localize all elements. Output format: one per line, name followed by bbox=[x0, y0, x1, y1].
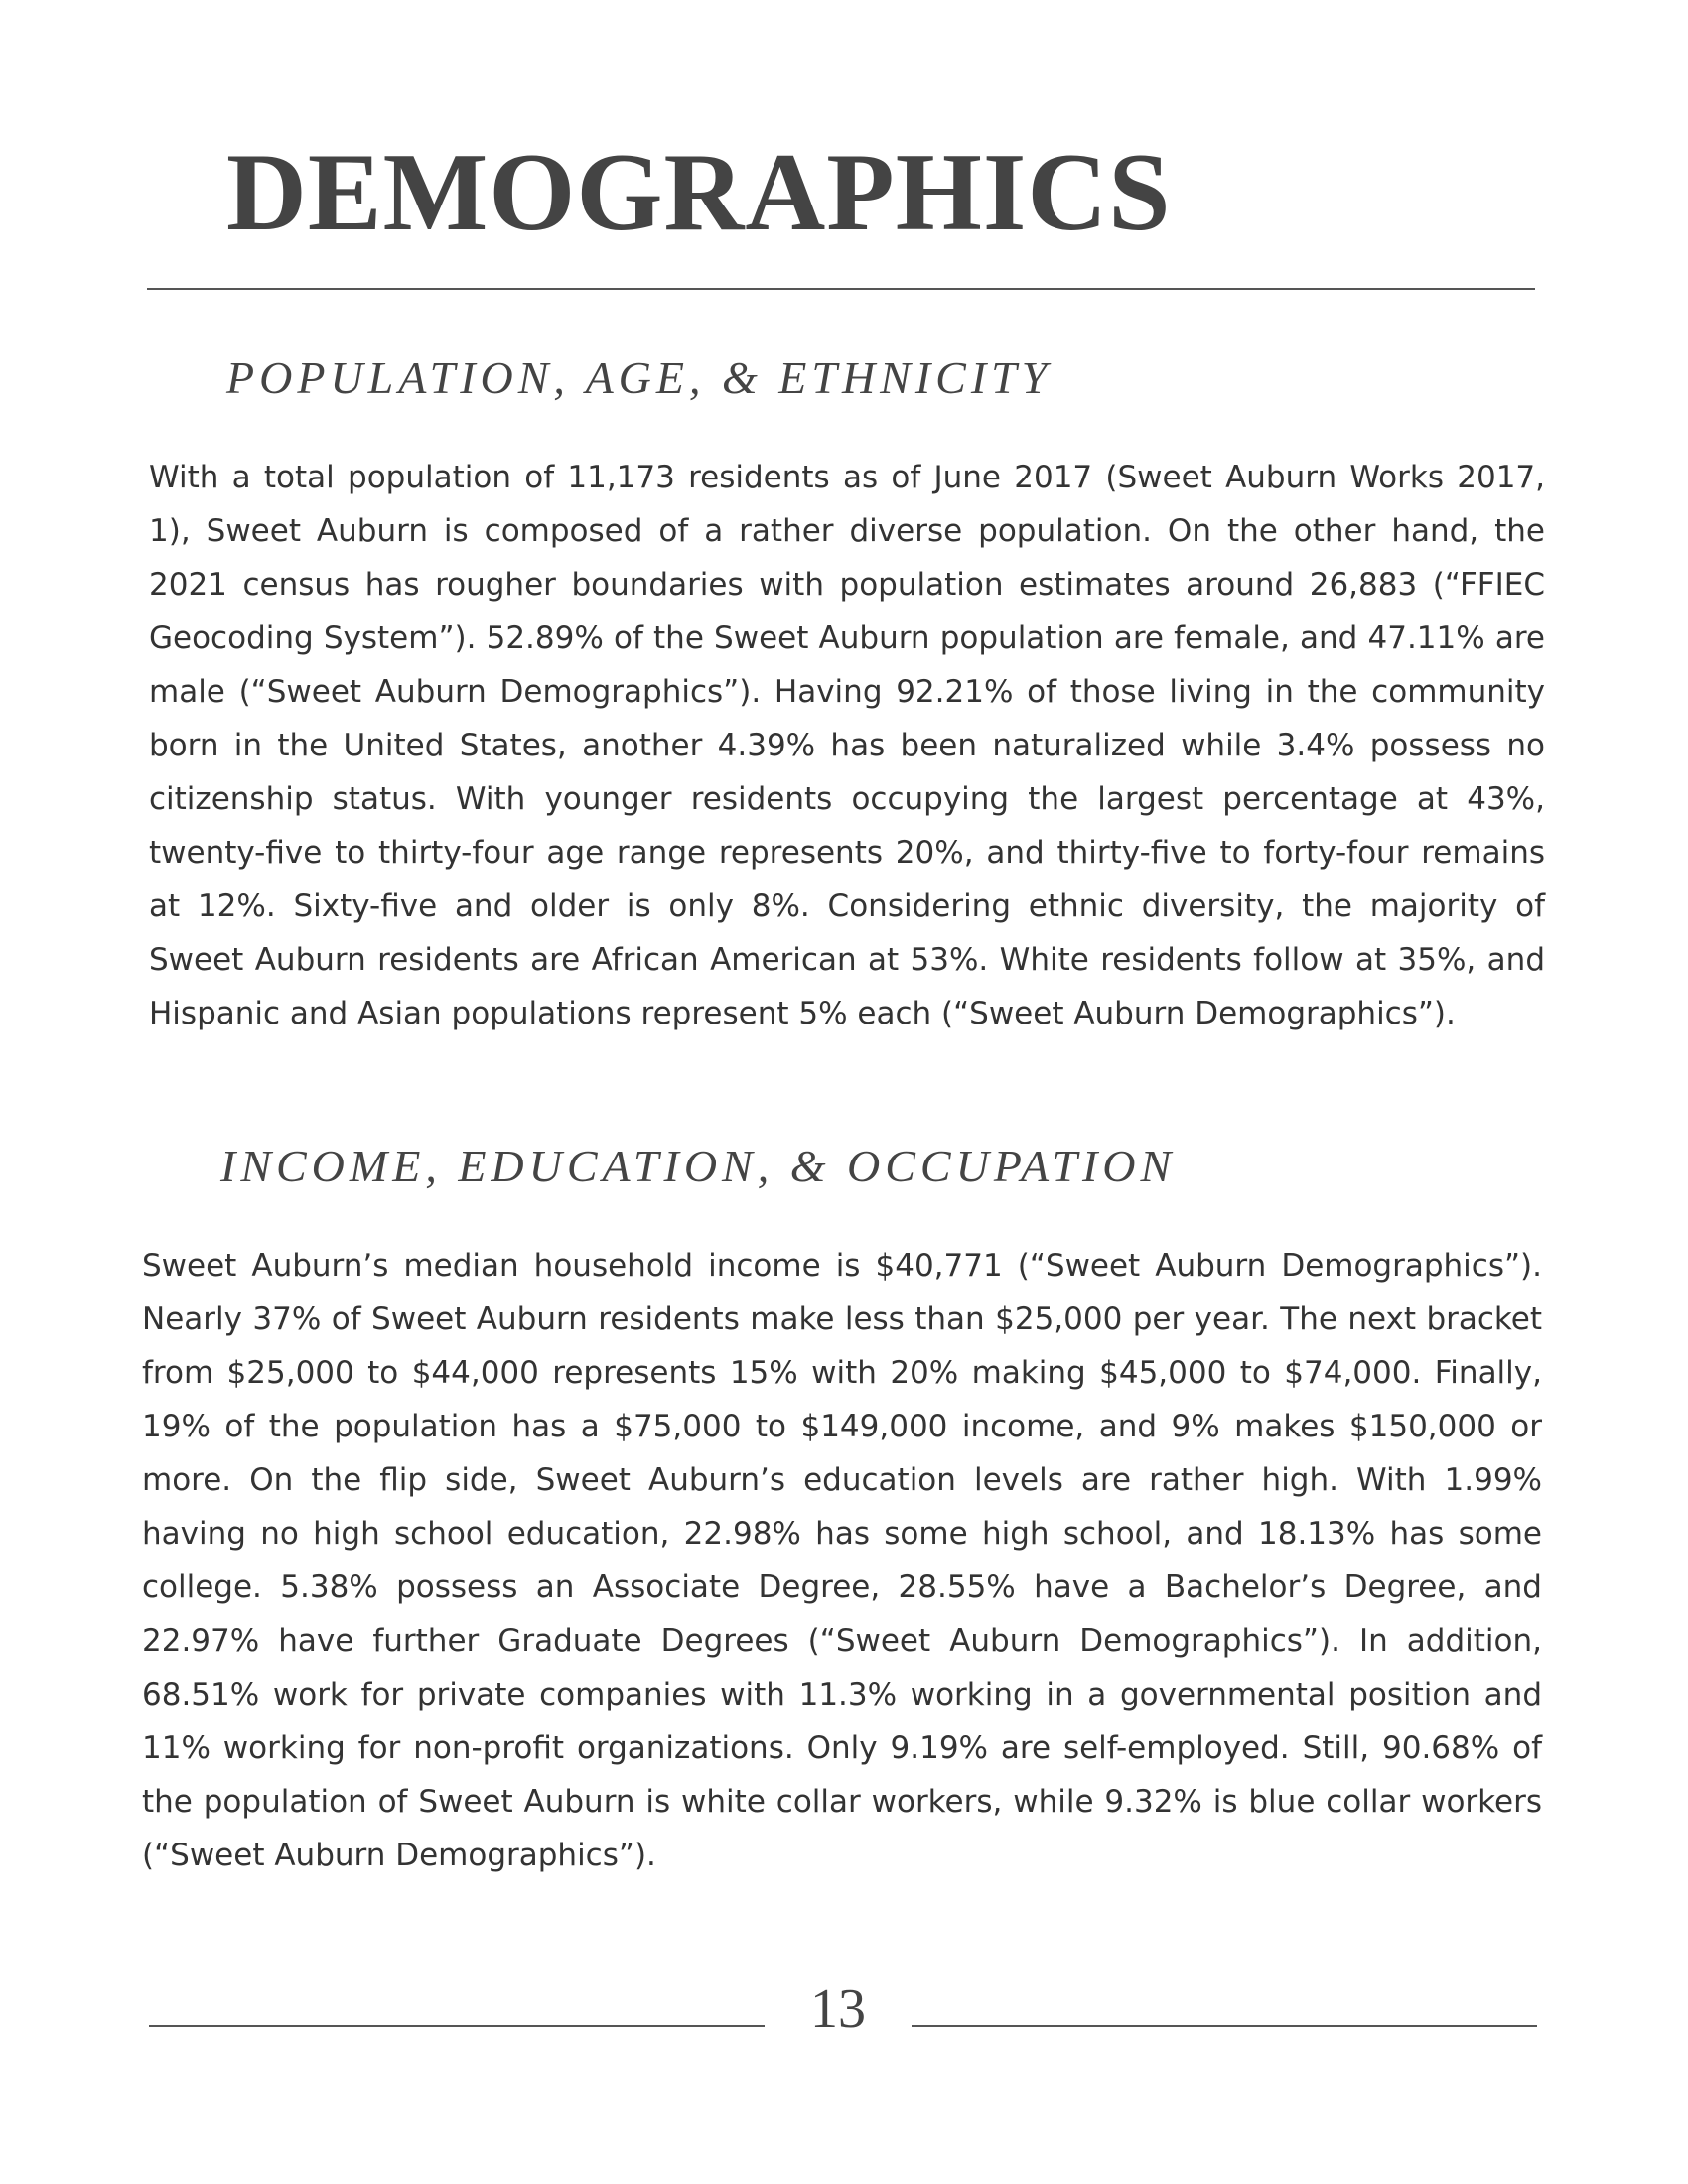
footer-divider-left bbox=[149, 2025, 765, 2027]
footer-divider-right bbox=[912, 2025, 1537, 2027]
page-title: DEMOGRAPHICS bbox=[226, 131, 1172, 254]
paragraph-income: Sweet Auburn’s median household income is $40,771 (“Sweet Auburn Demographics”). Nearly 37% of Sweet Auburn residents make less than $25,000 per year. The next bracket from $25,000 to $44,000 represents 15% with 20% making $45,000 to $74,000. Finally, 19% of the population has a $75,000 to $149,000 income, and 9% makes $150,000 or more. On the flip side, Sweet Auburn’s education levels are rather high. With 1.99% having no high school education, 22.98% has some high school, and 18.13% has some college. 5.38% possess an Associate Degree, 28.55% have a Bachelor’s Degree, and 22.97% have further Graduate Degrees (“Sweet Auburn Demographics”). In addition, 68.51% work for private companies with 11.3% working in a governmental position and 11% working for non-profit organizations. Only 9.19% are self-employed. Still, 90.68% of the population of Sweet Auburn is white collar workers, while 9.32% is blue collar workers (“Sweet Auburn Demographics”). bbox=[142, 1248, 1542, 1873]
title-divider bbox=[147, 288, 1535, 290]
section-heading-income: INCOME, EDUCATION, & OCCUPATION bbox=[220, 1141, 1177, 1191]
paragraph-population: With a total population of 11,173 residents as of June 2017 (Sweet Auburn Works 2017, 1), Sweet Auburn is composed of a rather diverse population. On the other hand, the 2021 census has rougher boundaries with population estimates around 26,883 (“FFIEC Geocoding System”). 52.89% of the Sweet Auburn population are female, and 47.11% are male (“Sweet Auburn Demographics”). Having 92.21% of those living in the community born in the United States, another 4.39% has been naturalized while 3.4% possess no citizenship status. With younger residents occupying the largest percentage at 43%, twenty-five to thirty-four age range represents 20%, and thirty-five to forty-four remains at 12%. Sixty-five and older is only 8%. Considering ethnic diversity, the majority of Sweet Auburn residents are African American at 53%. White residents follow at 35%, and Hispanic and Asian populations represent 5% each (“Sweet Auburn Demographics”). bbox=[149, 460, 1545, 1031]
page-number: 13 bbox=[810, 1979, 866, 2040]
section-heading-population: POPULATION, AGE, & ETHNICITY bbox=[226, 352, 1053, 403]
